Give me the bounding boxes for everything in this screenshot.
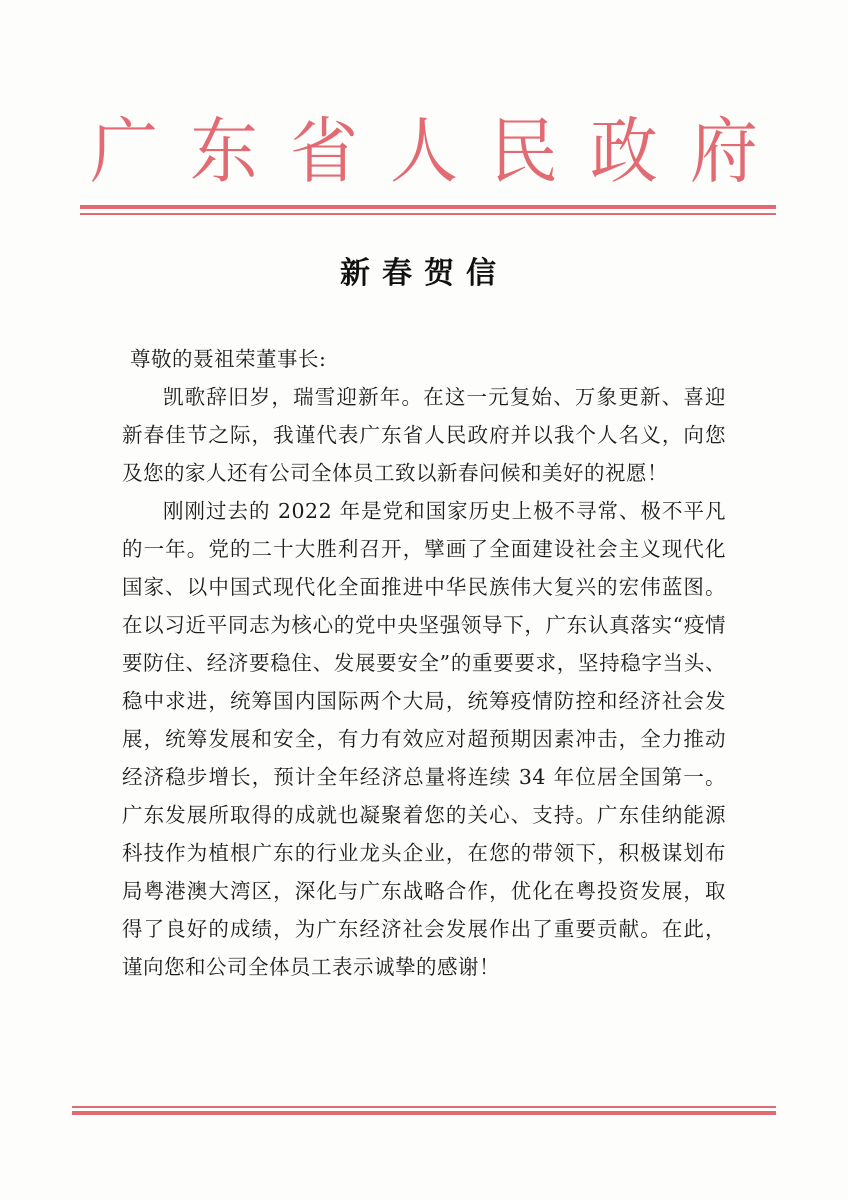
letter-body	[122, 340, 726, 986]
footer-divider-thick	[72, 1111, 776, 1115]
letterhead-char: 东	[189, 111, 258, 194]
footer-divider-thin	[72, 1106, 776, 1108]
paragraph: 凯歌辞旧岁，瑞雪迎新年。在这一元复始、万象更新、喜迎新春佳节之际，我谨代表广东省人民政府并以我个人名义，向您及您的家人还有公司全体员工致以新春问候和美好的祝愿！	[122, 385, 726, 485]
letterhead-char: 民	[489, 111, 558, 194]
letterhead-char: 府	[689, 111, 758, 194]
letterhead-char: 人	[389, 111, 458, 194]
letter-title: 新春贺信	[340, 256, 508, 291]
letterhead-divider-thin	[80, 213, 776, 215]
salutation: 尊敬的聂祖荣董事长:	[130, 347, 327, 371]
letterhead-char: 政	[589, 111, 658, 194]
paragraph: 刚刚过去的 2022 年是党和国家历史上极不寻常、极不平凡的一年。党的二十大胜利召开，擘画了全面建设社会主义现代化国家、以中国式现代化全面推进中华民族伟大复兴的宏伟蓝图。在以习近平同志为核心的党中央坚强领导下，广东认真落实“疫情要防住、经济要稳住、发展要安全”的重要要求，坚持稳字当头、稳中求进，统筹国内国际两个大局，统筹疫情防控和经济社会发展，统筹发展和安全，有力有效应对超预期因素冲击，全力推动经济稳步增长，预计全年经济总量将连续 34 年位居全国第一。广东发展所取得的成就也凝聚着您的关心、支持。广东佳纳能源科技作为植根广东的行业龙头企业，在您的带领下，积极谋划布局粤港澳大湾区，深化与广东战略合作，优化在粤投资发展，取得了良好的成绩，为广东经济社会发展作出了重要贡献。在此，谨向您和公司全体员工表示诚挚的感谢！	[122, 499, 726, 979]
letterhead-char: 广	[90, 111, 159, 194]
letterhead	[90, 108, 758, 198]
letterhead-divider-thick	[80, 205, 776, 209]
letterhead-char: 省	[289, 111, 358, 194]
